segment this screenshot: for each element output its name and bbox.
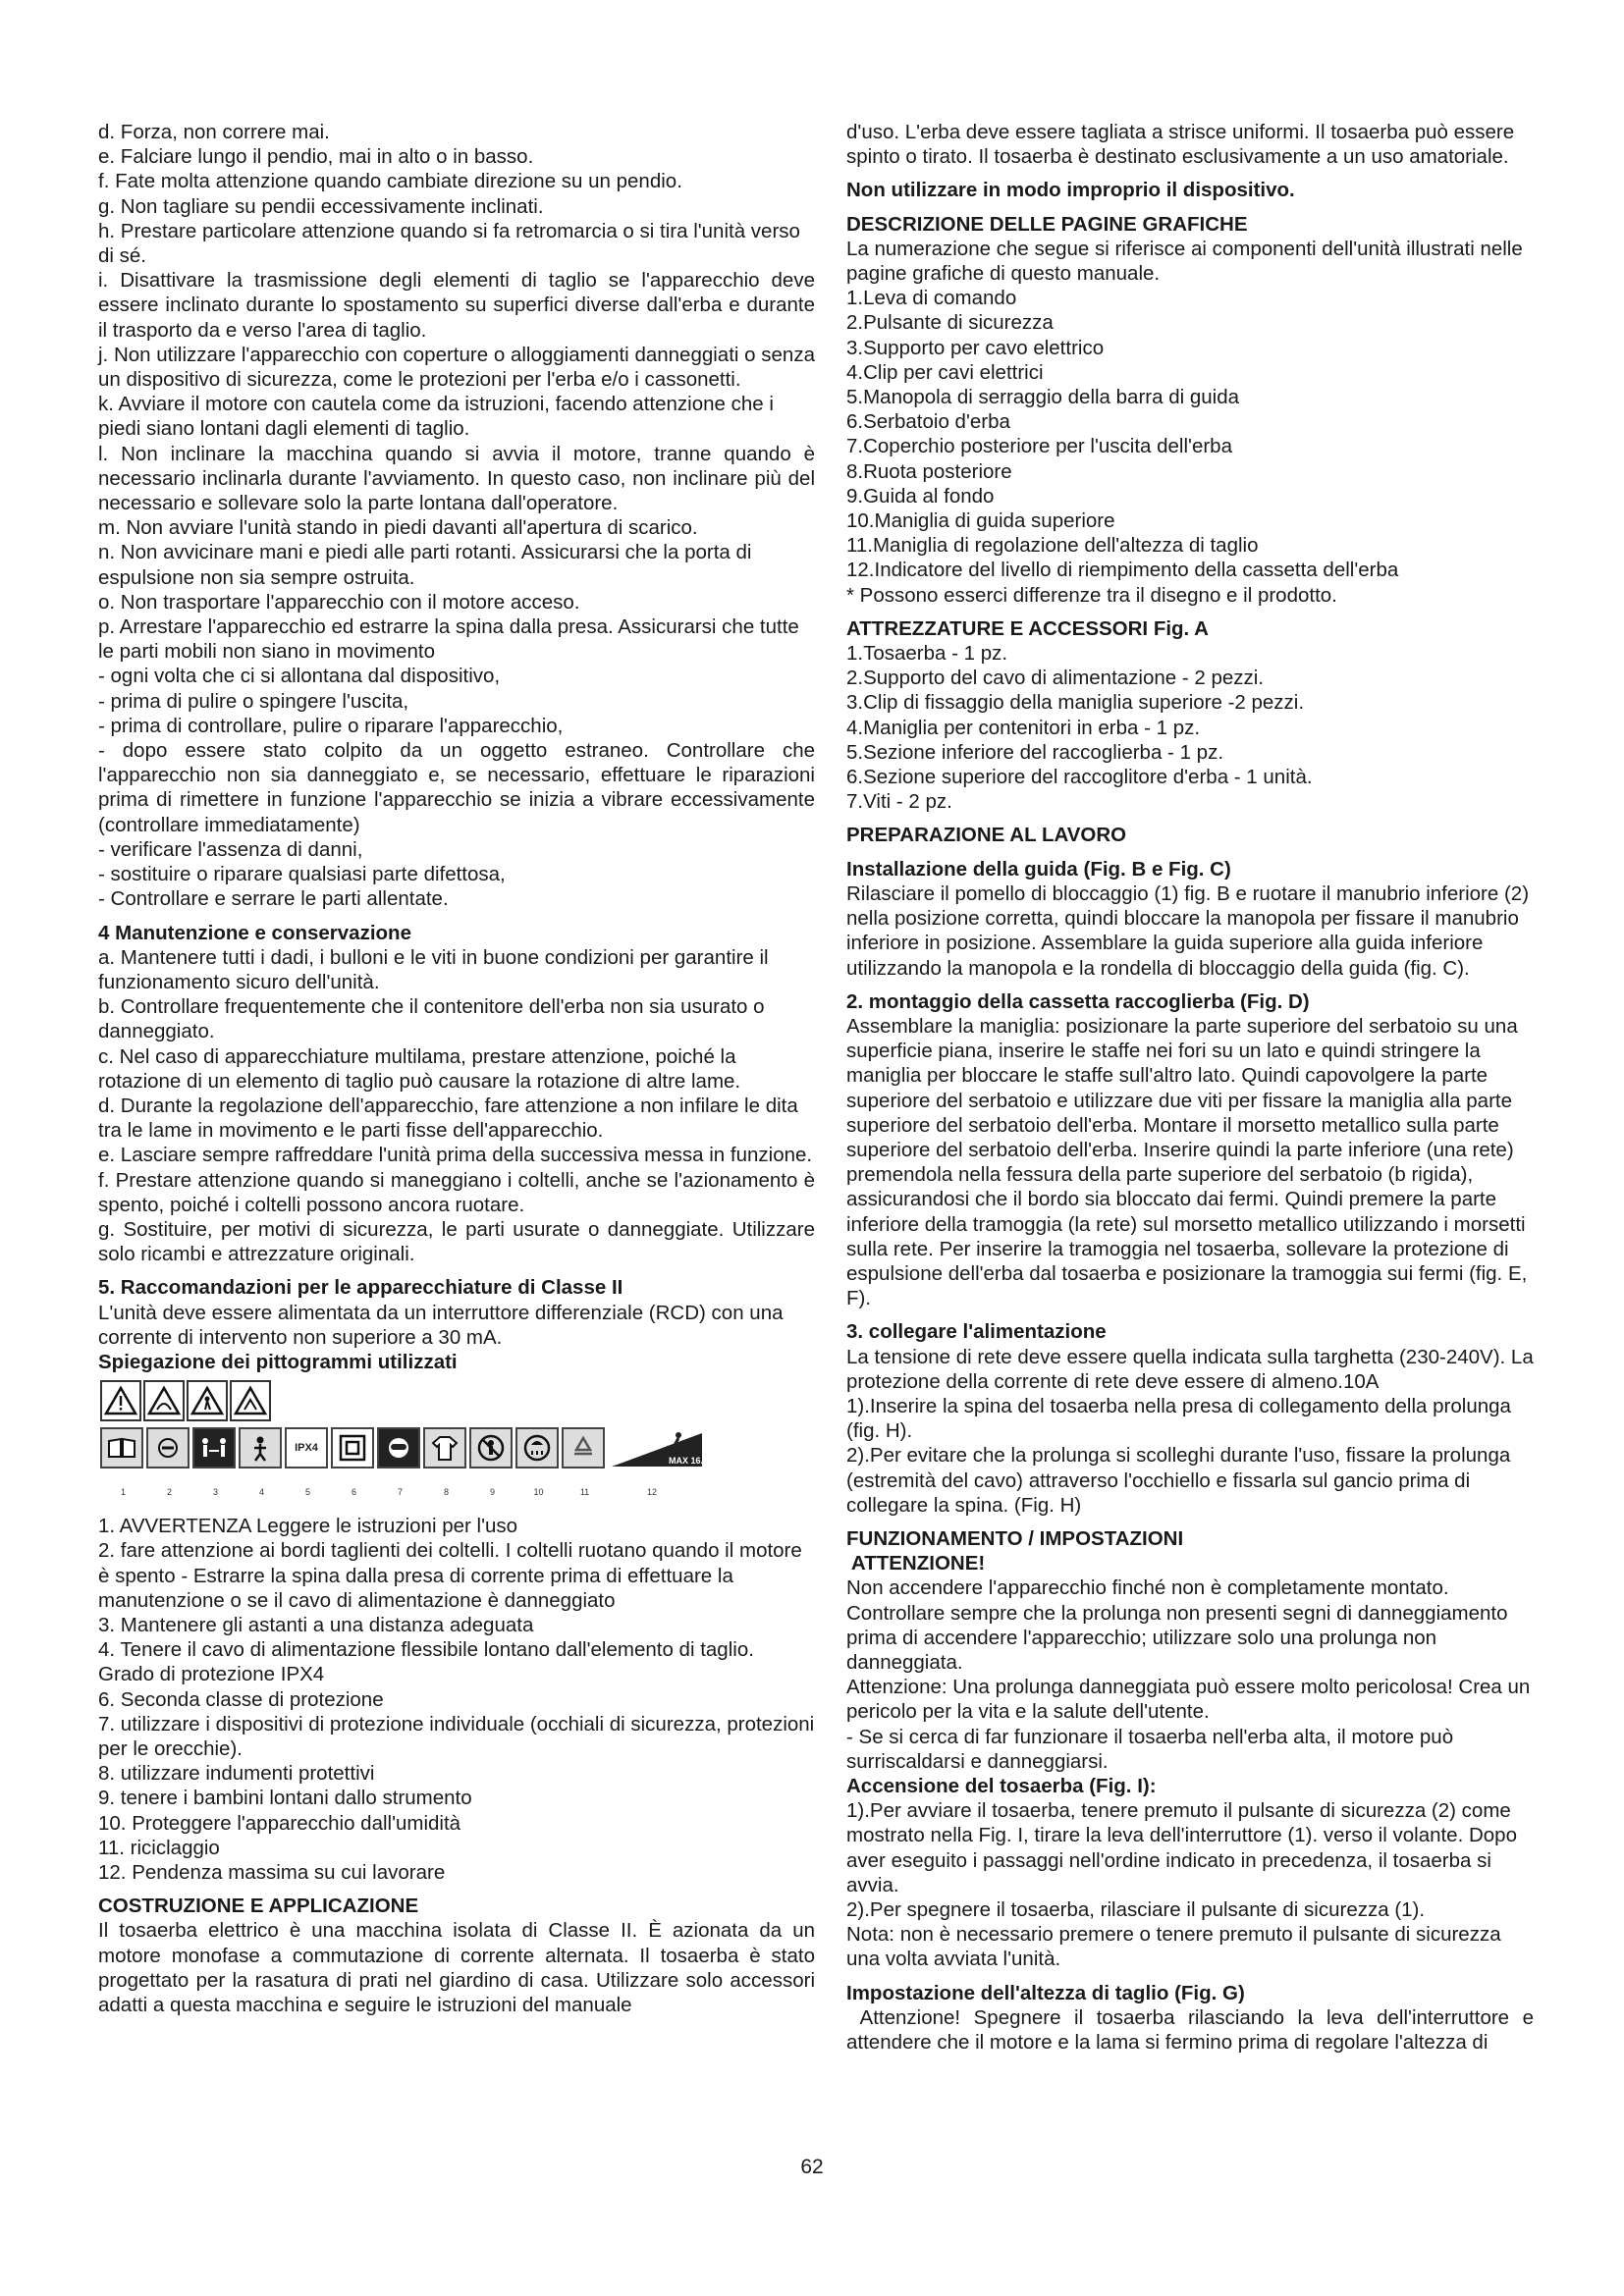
safety-list [98, 120, 815, 912]
operation-heading: FUNZIONAMENTO / IMPOSTAZIONI [846, 1526, 1184, 1550]
bystanders-distance-icon [192, 1427, 236, 1468]
maintenance-item: g. Sostituire, per motivi di sicurezza, le parti usurate o danneggiate. Utilizzare solo ricambi e attrezzature originali. [98, 1217, 815, 1266]
attention-label: ATTENZIONE! [846, 1552, 986, 1575]
preparation-heading: PREPARAZIONE AL LAVORO [846, 824, 1127, 847]
safety-item: l. Non inclinare la macchina quando si avvia il motore, tranne quando è necessario inclinarla durante l'avviamento. In questo caso, non inclinare più del necessario e sollevare solo la parte lontana dall'operatore. [98, 442, 815, 515]
pictogram-number: 2 [166, 1487, 172, 1498]
safety-item: e. Falciare lungo il pendio, mai in alto o in basso. [98, 145, 534, 169]
pictogram-legend [98, 1514, 815, 1885]
safety-item: - ogni volta che ci si allontana dal dispositivo, [98, 665, 501, 688]
accessories-heading: ATTREZZATURE E ACCESSORI Fig. A [846, 616, 1209, 640]
start-item: Nota: non è necessario premere o tenere premuto il pulsante di sicurezza una volta avviata l'unità. [846, 1923, 1501, 1971]
component-item: 4.Clip per cavi elettrici [846, 360, 1044, 384]
guide-text: Rilasciare il pomello di bloccaggio (1) fig. B e ruotare il manubrio inferiore (2) nella posizione corretta, quindi bloccare la manopola per fissare il manubrio inferiore in posizione. Assemblare la guida superiore alla guida inferiore utilizzando la manopola e la rondella di bloccaggio della guida (fig. C). [846, 881, 1530, 980]
component-item: 5.Manopola di serraggio della barra di guida [846, 386, 1240, 409]
safety-item: h. Prestare particolare attenzione quando si fa retromarcia o si tira l'unità verso di sé. [98, 219, 800, 268]
box-heading: 2. montaggio della cassetta raccoglierba (Fig. D) [846, 989, 1310, 1013]
safety-item: n. Non avvicinare mani e piedi alle parti rotanti. Assicurarsi che la porta di espulsione non sia sempre ostruita. [98, 541, 752, 589]
left-column [98, 120, 815, 2017]
maintenance-item: b. Controllare frequentemente che il contenitore dell'erba non sia usurato o danneggiato. [98, 995, 765, 1043]
protective-gear-icon [377, 1427, 420, 1468]
pictogram-number: 11 [579, 1487, 590, 1498]
power-heading: 3. collegare l'alimentazione [846, 1320, 1107, 1344]
warning-triangle-icon [100, 1380, 141, 1421]
description-heading: DESCRIZIONE DELLE PAGINE GRAFICHE [846, 212, 1248, 236]
maintenance-item: e. Lasciare sempre raffreddare l'unità prima della successiva messa in funzione. [98, 1144, 813, 1167]
safety-item: p. Arrestare l'apparecchio ed estrarre la spina dalla presa. Assicurarsi che tutte le parti mobili non siano in movimento [98, 615, 799, 664]
components-list [846, 286, 1534, 608]
moisture-icon [515, 1427, 559, 1468]
component-item: 10.Maniglia di guida superiore [846, 509, 1115, 533]
safety-item: f. Fate molta attenzione quando cambiate direzione su un pendio. [98, 170, 682, 193]
class2-heading: 5. Raccomandazioni per le apparecchiature di Classe II [98, 1276, 623, 1300]
right-column [846, 120, 1540, 2055]
pictogram-legend-item: 8. utilizzare indumenti protettivi [98, 1762, 375, 1786]
pictogram-legend-item: 7. utilizzare i dispositivi di protezione individuale (occhiali di sicurezza, protezioni per le orecchie). [98, 1712, 815, 1760]
height-heading: Impostazione dell'altezza di taglio (Fig. G) [846, 1981, 1245, 2004]
safety-item: g. Non tagliare su pendii eccessivamente inclinati. [98, 194, 544, 218]
class2-text: L'unità deve essere alimentata da un interruttore differenziale (RCD) con una corrente di intervento non superiore a 30 mA. [98, 1301, 784, 1349]
blade-warning-icon [143, 1380, 185, 1421]
pictogram-legend-item: 2. fare attenzione ai bordi taglienti dei coltelli. I coltelli ruotano quando il motore è spento - Estrarre la spina dalla presa di corrente prima di effettuare la manutenzione o se il cavo di alimentazione è danneggiato [98, 1539, 802, 1612]
safety-item: - sostituire o riparare qualsiasi parte difettosa, [98, 863, 506, 886]
pictogram-number: 3 [212, 1487, 218, 1498]
safety-item: - verificare l'assenza di danni, [98, 837, 363, 861]
construction-heading: COSTRUZIONE E APPLICAZIONE [98, 1895, 419, 1918]
power-item: La tensione di rete deve essere quella indicata sulla targhetta (230-240V). La protezione della corrente di rete deve essere di almeno.10A [846, 1345, 1534, 1393]
component-item: 9.Guida al fondo [846, 484, 995, 507]
slope-label: MAX 16.7° [669, 1456, 712, 1467]
component-item: 7.Coperchio posteriore per l'uscita dell'erba [846, 435, 1232, 458]
pictogram-number: 10 [533, 1487, 544, 1498]
safety-item: - dopo essere stato colpito da un oggetto estraneo. Controllare che l'apparecchio non sia danneggiato e, se necessario, effettuare le riparazioni prima di rimettere in funzione l'apparecchio se inizia a vibrare eccessivamente (controllare immediatamente) [98, 739, 815, 836]
protective-clothing-icon [423, 1427, 466, 1468]
guide-heading: Installazione della guida (Fig. B e Fig. C) [846, 857, 1231, 881]
manual-icon [100, 1427, 143, 1468]
pictogram-number: 7 [397, 1487, 403, 1498]
pictogram-number: 5 [304, 1487, 310, 1498]
pictogram-numbers [100, 1480, 696, 1505]
component-item: 8.Ruota posteriore [846, 459, 1012, 483]
pictogram-legend-item: 3. Mantenere gli astanti a una distanza adeguata [98, 1613, 534, 1636]
pictogram-legend-item: 6. Seconda classe di protezione [98, 1687, 384, 1711]
class2-protection-icon [331, 1427, 374, 1468]
start-item: 1).Per avviare il tosaerba, tenere premuto il pulsante di sicurezza (2) come mostrato nella Fig. I, tirare la leva dell'interruttore (1). verso il volante. Dopo aver eseguito i passaggi nell'ordine indicato in precedenza, il tosaerba si avvia. [846, 1799, 1517, 1896]
pictogram-legend-item: 9. tenere i bambini lontani dallo strumento [98, 1787, 472, 1810]
pictogram-legend-item: 10. Proteggere l'apparecchio dall'umidità [98, 1811, 461, 1835]
operation-item: Attenzione: Una prolunga danneggiata può essere molto pericolosa! Crea un pericolo per la vita e la salute dell'utente. [846, 1676, 1531, 1724]
cable-warning-icon [230, 1380, 271, 1421]
component-item: 1.Leva di comando [846, 287, 1017, 310]
component-item: 12.Indicatore del livello di riempimento della cassetta dell'erba [846, 559, 1399, 582]
pictogram-strip [98, 1378, 785, 1506]
pictogram-number: 6 [351, 1487, 356, 1498]
maintenance-heading: 4 Manutenzione e conservazione [98, 921, 411, 944]
cable-away-icon [239, 1427, 282, 1468]
maintenance-item: c. Nel caso di apparecchiature multilama, prestare attenzione, poiché la rotazione di un elemento di taglio può causare la rotazione di altre lame. [98, 1044, 741, 1093]
safety-item: j. Non utilizzare l'apparecchio con coperture o alloggiamenti danneggiati o senza un dispositivo di sicurezza, come le protezioni per l'erba e/o i cassonetti. [98, 343, 815, 392]
maintenance-item: f. Prestare attenzione quando si maneggiano i coltelli, anche se l'azionamento è spento, poiché i coltelli possono ancora ruotare. [98, 1168, 815, 1216]
accessory-item: 7.Viti - 2 pz. [846, 790, 952, 814]
safety-item: - prima di controllare, pulire o riparare l'apparecchio, [98, 714, 564, 737]
start-list [846, 1798, 1534, 1971]
ipx4-label: IPX4 [295, 1441, 318, 1454]
accessories-list [846, 641, 1534, 814]
recycling-icon [562, 1427, 605, 1468]
pictogram-icons [100, 1427, 712, 1468]
description-intro: La numerazione che segue si riferisce ai componenti dell'unità illustrati nelle pagine grafiche di questo manuale. [846, 237, 1523, 286]
safety-item: m. Non avviare l'unità stando in piedi davanti all'apertura di scarico. [98, 516, 698, 540]
operation-item: Non accendere l'apparecchio finché non è completamente montato. Controllare sempre che la prolunga non presenti segni di danneggiamento prima di accendere l'apparecchio; utilizzare solo una prolunga non danneggiata. [846, 1576, 1508, 1674]
operation-item: - Se si cerca di far funzionare il tosaerba nell'erba alta, il motore può surriscaldarsi e danneggiarsi. [846, 1725, 1454, 1773]
pictogram-legend-item: 1. AVVERTENZA Leggere le istruzioni per l'uso [98, 1515, 518, 1538]
safety-item: k. Avviare il motore con cautela come da istruzioni, facendo attenzione che i piedi siano lontani dagli elementi di taglio. [98, 393, 774, 441]
operation-list [846, 1575, 1534, 1774]
intro-text: d'uso. L'erba deve essere tagliata a strisce uniformi. Il tosaerba può essere spinto o tirato. Il tosaerba è destinato esclusivamente a un uso amatoriale. [846, 121, 1515, 169]
start-item: 2).Per spegnere il tosaerba, rilasciare il pulsante di sicurezza (1). [846, 1898, 1426, 1922]
start-heading: Accensione del tosaerba (Fig. I): [846, 1775, 1157, 1797]
improper-use-warning: Non utilizzare in modo improprio il dispositivo. [846, 179, 1295, 202]
pictogram-number: 12 [646, 1487, 657, 1498]
power-item: 2).Per evitare che la prolunga si scolleghi durante l'uso, fissare la prolunga (estremità del cavo) attraverso l'occhiello e fissarla sul gancio prima di collegare la spina. (Fig. H) [846, 1444, 1511, 1517]
pictogram-legend-item: Grado di protezione IPX4 [98, 1663, 325, 1686]
pictogram-number: 9 [489, 1487, 495, 1498]
safety-item: d. Forza, non correre mai. [98, 121, 330, 143]
height-text: Attenzione! Spegnere il tosaerba rilasciando la leva dell'interruttore e attendere che il motore e la lama si fermino prima di regolare l'altezza di [846, 2005, 1540, 2055]
maintenance-list [98, 945, 815, 1267]
pictogram-legend-item: 4. Tenere il cavo di alimentazione flessibile lontano dall'elemento di taglio. [98, 1638, 754, 1662]
power-list [846, 1345, 1534, 1518]
accessory-item: 2.Supporto del cavo di alimentazione - 2 pezzi. [846, 667, 1265, 690]
safety-item: - prima di pulire o spingere l'uscita, [98, 689, 409, 713]
accessory-item: 1.Tosaerba - 1 pz. [846, 642, 1008, 666]
accessory-item: 6.Sezione superiore del raccoglitore d'erba - 1 unità. [846, 766, 1313, 789]
construction-text: Il tosaerba elettrico è una macchina isolata di Classe II. È azionata da un motore monofase a commutazione di corrente alternata. Il tosaerba è stato progettato per la rasatura di prati nel giardino di casa. Utilizzare solo accessori adatti a questa macchina e seguire le istruzioni del manuale [98, 1919, 815, 2017]
accessory-item: 4.Maniglia per contenitori in erba - 1 pz. [846, 716, 1201, 739]
blades-rotate-icon [146, 1427, 189, 1468]
pictogram-number: 4 [258, 1487, 264, 1498]
pictogram-number: 8 [443, 1487, 449, 1498]
accessory-item: 5.Sezione inferiore del raccoglierba - 1 pz. [846, 740, 1224, 764]
warning-triangles [100, 1380, 271, 1421]
pictogram-legend-item: 11. riciclaggio [98, 1836, 220, 1859]
component-item: * Possono esserci differenze tra il disegno e il prodotto. [846, 583, 1337, 607]
component-item: 3.Supporto per cavo elettrico [846, 336, 1105, 359]
safety-item: o. Non trasportare l'apparecchio con il motore acceso. [98, 590, 580, 614]
children-away-icon [469, 1427, 513, 1468]
component-item: 6.Serbatoio d'erba [846, 410, 1010, 434]
maintenance-item: d. Durante la regolazione dell'apparecchio, fare attenzione a non infilare le dita tra le lame in movimento e le parti fisse dell'apparecchio. [98, 1094, 798, 1143]
pictogram-legend-item: 12. Pendenza massima su cui lavorare [98, 1861, 446, 1884]
component-item: 2.Pulsante di sicurezza [846, 311, 1054, 335]
pictogram-number: 1 [120, 1487, 126, 1498]
max-slope-icon [608, 1427, 712, 1468]
accessory-item: 3.Clip di fissaggio della maniglia superiore -2 pezzi. [846, 691, 1305, 715]
box-text: Assemblare la maniglia: posizionare la parte superiore del serbatoio su una superficie piana, inserire le staffe nei fori su un lato e quindi stringere la maniglia per bloccare le staffe sull'altro lato. Quindi capovolgere la parte superiore del serbatoio e utilizzare due viti per fissare la maniglia alla parte superiore del serbatoio dell'erba. Montare il morsetto metallico sulla parte superiore del serbatoio dell'erba. Inserire quindi la parte inferiore (una rete) premendola nella fessura della parte superiore del serbatoio (b rigida), assicurandosi che il bordo sia bloccato dai fermi. Quindi premere la parte inferiore della tramoggia (la rete) sul morsetto metallico utilizzando i morsetti sulla rete. Per inserire la tramoggia nel tosaerba, sollevare la protezione di espulsione dell'erba dal tosaerba e posizionare la tramoggia sui fermi (fig. E, F). [846, 1014, 1528, 1310]
ipx4-icon [285, 1427, 328, 1468]
safety-item: - Controllare e serrare le parti allentate. [98, 887, 449, 911]
bystander-warning-icon [187, 1380, 228, 1421]
maintenance-item: a. Mantenere tutti i dadi, i bulloni e le viti in buone condizioni per garantire il funzionamento sicuro dell'unità. [98, 945, 769, 993]
safety-item: i. Disattivare la trasmissione degli elementi di taglio se l'apparecchio deve essere inclinato durante lo spostamento su superfici diverse dall'erba e durante il trasporto da e verso l'area di taglio. [98, 269, 815, 342]
component-item: 11.Maniglia di regolazione dell'altezza di taglio [846, 534, 1259, 558]
power-item: 1).Inserire la spina del tosaerba nella presa di collegamento della prolunga (fig. H). [846, 1394, 1511, 1443]
pictograms-heading: Spiegazione dei pittogrammi utilizzati [98, 1350, 458, 1373]
page-number: 62 [800, 2156, 824, 2178]
